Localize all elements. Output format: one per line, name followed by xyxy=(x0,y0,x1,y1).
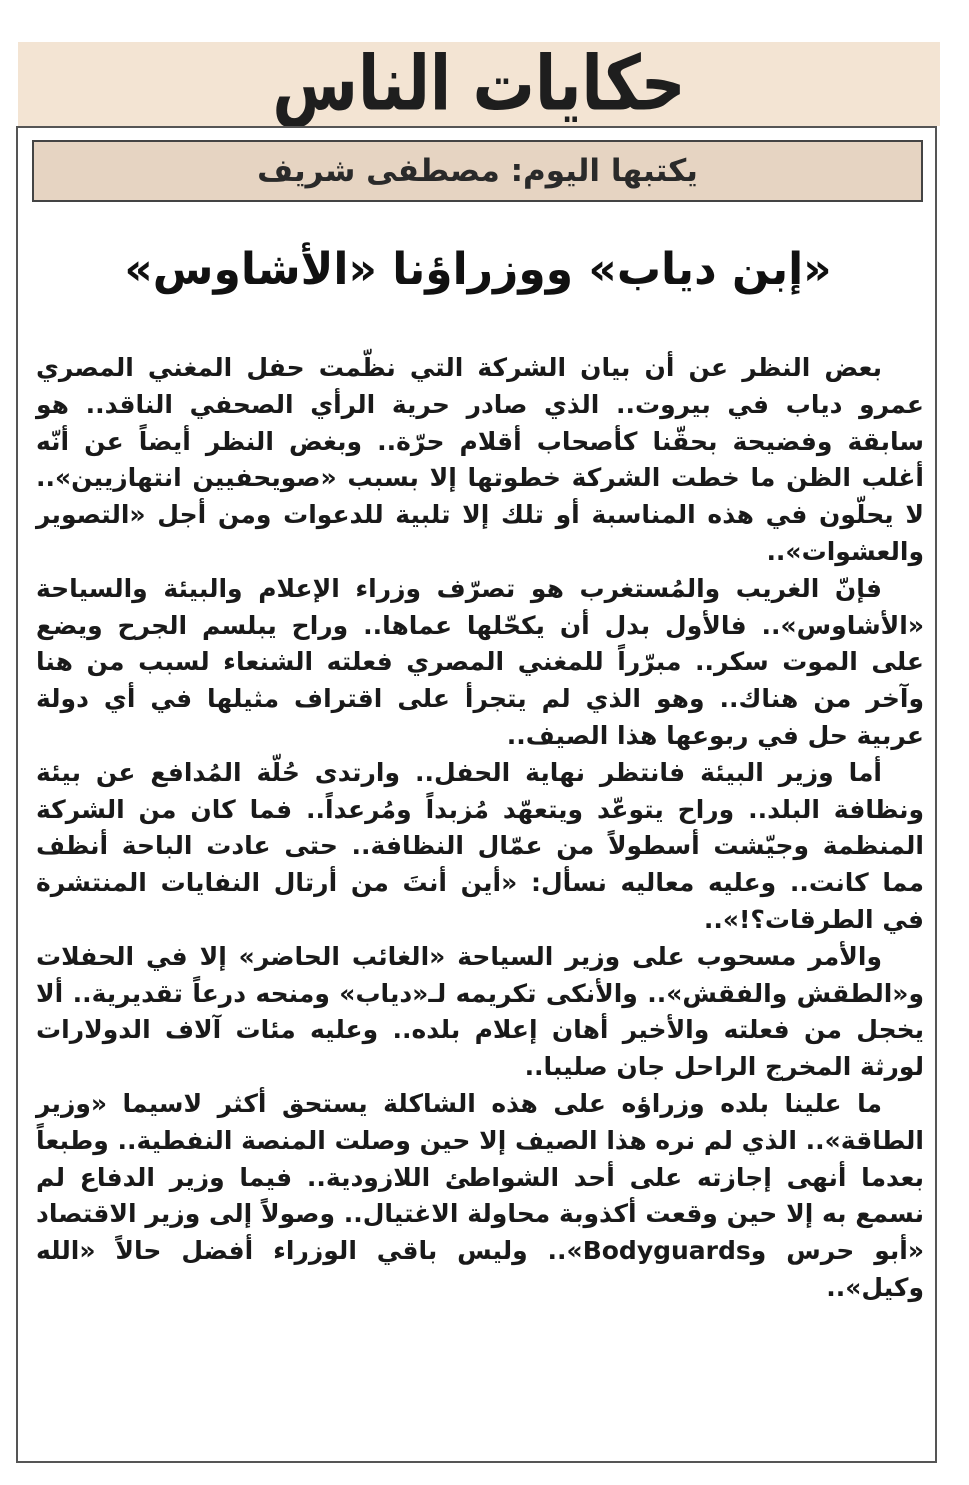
article-paragraph: ما علينا بلده وزراؤه على هذه الشاكلة يستحق أكثر لاسيما «وزير الطاقة».. الذي لم نره هذا الصيف إلا حين وصلت المنصة النفطية.. وطبعاً بعدما أنهى إجازته على أحد الشواطئ اللازودية.. فيما وزير الدفاع لم نسمع به إلا حين وقعت أكذوبة محاولة الاغتيال.. وصولاً إلى وزير الاقتصاد «أبو حرس وBodyguards».. وليس باقي الوزراء أفضل حالاً «الله وكيل».. xyxy=(36,1088,924,1302)
byline-text: يكتبها اليوم: مصطفى شريف xyxy=(257,153,698,189)
article-paragraph: والأمر مسحوب على وزير السياحة «الغائب الحاضر» إلا في الحفلات و«الطقش والفقش».. والأنكى تكريمه لـ«دياب» ومنحه درعاً تقديرية.. ألا يخجل من فعلته والأخير أهان إعلام بلده.. وعليه مئات آلاف الدولارات لورثة المخرج الراحل جان صليبا.. xyxy=(36,941,924,1082)
article-paragraph: بعض النظر عن أن بيان الشركة التي نظّمت حفل المغني المصري عمرو دياب في بيروت.. الذي صادر حرية الرأي الصحفي الناقد.. هو سابقة وفضيحة بحقّنا كأصحاب أقلام حرّة.. وبغض النظر أيضاً عن أنّه أغلب الظن ما خطت الشركة خطوتها إلا بسبب «صويحفيين انتهازيين».. لا يحلّون في هذه المناسبة أو تلك إلا تلبية للدعوات ومن أجل «التصوير والعشوات».. xyxy=(36,353,924,566)
article-paragraph: فإنّ الغريب والمُستغرب هو تصرّف وزراء الإعلام والبيئة والسياحة «الأشاوس».. فالأول بدل أن يكحّلها عماها.. وراح يبلسم الجرح ويضع على الموت سكر.. مبرّراً للمغني المصري فعلته الشنعاء لسبب من هنا وآخر من هناك.. وهو الذي لم يتجرأ على اقتراف مثيلها في أي دولة عربية حل في ربوعها هذا الصيف.. xyxy=(36,573,924,750)
article-paragraph: أما وزير البيئة فانتظر نهاية الحفل.. وارتدى حُلّة المُدافع عن بيئة ونظافة البلد.. وراح يتوعّد ويتعهّد مُزبداً ومُرعداً.. فما كان من الشركة المنظمة وجيّشت أسطولاً من عمّال النظافة.. حتى عادت الباحة أنظف مما كانت.. وعليه معاليه نسأل: «أين أنتَ من أرتال النفايات المنتشرة في الطرقات؟!».. xyxy=(36,757,924,934)
column-header xyxy=(18,38,940,128)
article-headline: «إبن دياب» ووزراؤنا «الأشاوس» xyxy=(124,244,832,295)
byline-bar xyxy=(32,140,923,202)
column-title: حكايات الناس xyxy=(272,38,686,128)
article-body xyxy=(36,350,924,1307)
